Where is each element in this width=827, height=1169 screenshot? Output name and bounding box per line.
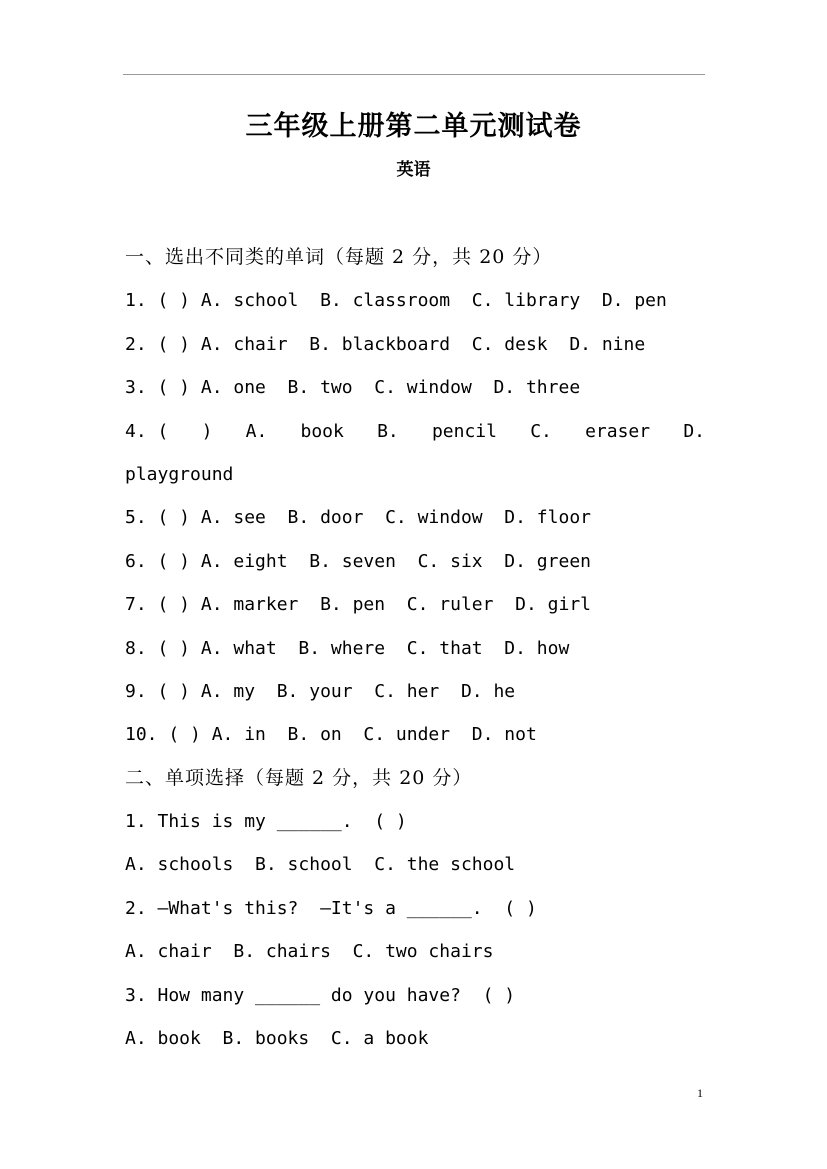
question-item: 8. ( ) A. what B. where C. that D. how <box>125 637 570 659</box>
question-item: 9. ( ) A. my B. your C. her D. he <box>125 680 516 702</box>
question-part: pencil <box>431 420 497 442</box>
section-heading: 一、选出不同类的单词（每题 2 分，共 20 分） <box>125 246 553 268</box>
question-part: 4. ( <box>125 420 169 442</box>
question-part: book <box>300 420 344 442</box>
question-part: A. <box>245 420 268 442</box>
question-item: 1. This is my ______. ( ) <box>125 811 407 833</box>
question-item: 2. —What's this? —It's a ______. ( ) <box>125 897 537 919</box>
document-body <box>125 236 705 1060</box>
question-item: 3. ( ) A. one B. two C. window D. three <box>125 377 581 399</box>
question-item: 2. ( ) A. chair B. blackboard C. desk D. nine <box>125 333 646 355</box>
question-item: 1. ( ) A. school B. classroom C. library D. pen <box>125 290 667 312</box>
question-part: B. <box>377 420 399 442</box>
question-part: C. <box>530 420 552 442</box>
question-item: 10. ( ) A. in B. on C. under D. not <box>125 724 537 746</box>
question-item <box>125 410 705 453</box>
question-continuation: playground <box>125 463 234 485</box>
question-part: ) <box>201 420 213 442</box>
page-number: 1 <box>697 1086 703 1100</box>
question-part: eraser <box>585 420 651 442</box>
answer-options: A. book B. books C. a book <box>125 1028 429 1050</box>
header-rule <box>123 74 705 75</box>
question-item: 7. ( ) A. marker B. pen C. ruler D. girl <box>125 594 591 616</box>
question-item: 6. ( ) A. eight B. seven C. six D. green <box>125 550 591 572</box>
question-item: 3. How many ______ do you have? ( ) <box>125 984 516 1006</box>
answer-options: A. chair B. chairs C. two chairs <box>125 941 494 963</box>
question-item: 5. ( ) A. see B. door C. window D. floor <box>125 507 591 529</box>
page-title: 三年级上册第二单元测试卷 <box>245 111 582 142</box>
answer-options: A. schools B. school C. the school <box>125 854 516 876</box>
question-part: D. <box>683 420 705 442</box>
page-subtitle: 英语 <box>396 160 431 180</box>
section-heading: 二、单项选择（每题 2 分，共 20 分） <box>125 766 473 789</box>
